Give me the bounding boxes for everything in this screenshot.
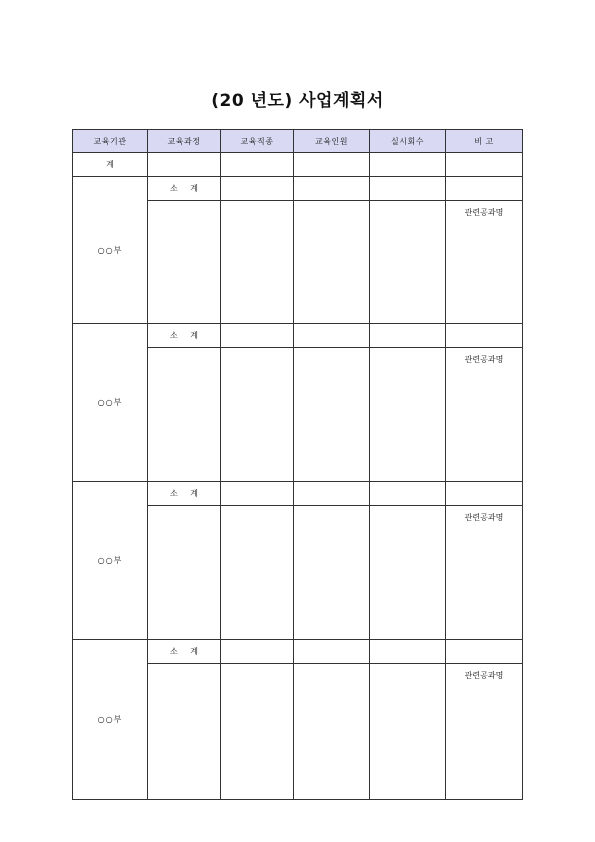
total-cell — [221, 153, 294, 177]
table-header-row — [73, 130, 523, 153]
detail-cell — [221, 201, 294, 324]
subtotal-cell — [370, 640, 446, 664]
detail-cell — [221, 348, 294, 482]
detail-cell — [294, 348, 370, 482]
subtotal-cell — [446, 482, 523, 506]
related-course-note: 관련공과명 — [446, 664, 523, 800]
ministry-cell: ○○부 — [73, 324, 148, 482]
business-plan-table — [72, 129, 523, 800]
detail-cell — [148, 664, 221, 800]
related-course-note: 관련공과명 — [446, 201, 523, 324]
detail-cell — [294, 506, 370, 640]
detail-cell — [221, 664, 294, 800]
subtotal-row — [73, 482, 523, 506]
subtotal-cell — [294, 177, 370, 201]
total-cell — [446, 153, 523, 177]
subtotal-cell — [294, 640, 370, 664]
header-institution: 교육기관 — [73, 130, 148, 153]
related-course-note: 관련공과명 — [446, 348, 523, 482]
total-cell — [370, 153, 446, 177]
subtotal-cell — [370, 177, 446, 201]
total-cell — [148, 153, 221, 177]
subtotal-cell — [370, 482, 446, 506]
subtotal-cell — [221, 324, 294, 348]
subtotal-row — [73, 640, 523, 664]
total-row — [73, 153, 523, 177]
detail-cell — [148, 506, 221, 640]
detail-cell — [148, 348, 221, 482]
subtotal-label: 소 계 — [148, 324, 221, 348]
subtotal-cell — [221, 640, 294, 664]
detail-cell — [294, 664, 370, 800]
detail-cell — [221, 506, 294, 640]
ministry-cell: ○○부 — [73, 482, 148, 640]
detail-cell — [370, 506, 446, 640]
subtotal-cell — [370, 324, 446, 348]
detail-cell — [370, 664, 446, 800]
subtotal-label: 소 계 — [148, 640, 221, 664]
subtotal-row — [73, 177, 523, 201]
detail-cell — [294, 201, 370, 324]
subtotal-row — [73, 324, 523, 348]
subtotal-cell — [294, 482, 370, 506]
subtotal-cell — [446, 177, 523, 201]
subtotal-label: 소 계 — [148, 482, 221, 506]
header-sessions: 실시회수 — [370, 130, 446, 153]
header-remarks: 비 고 — [446, 130, 523, 153]
detail-cell — [148, 201, 221, 324]
subtotal-cell — [446, 640, 523, 664]
total-cell — [294, 153, 370, 177]
ministry-cell: ○○부 — [73, 640, 148, 800]
total-label: 계 — [73, 153, 148, 177]
detail-cell — [370, 348, 446, 482]
subtotal-cell — [221, 177, 294, 201]
detail-cell — [370, 201, 446, 324]
header-course: 교육과정 — [148, 130, 221, 153]
header-trainees: 교육인원 — [294, 130, 370, 153]
related-course-note: 관련공과명 — [446, 506, 523, 640]
subtotal-cell — [221, 482, 294, 506]
ministry-cell: ○○부 — [73, 177, 148, 324]
document-title: (20 년도) 사업계획서 — [211, 91, 384, 111]
header-occupation: 교육직종 — [221, 130, 294, 153]
subtotal-cell — [294, 324, 370, 348]
subtotal-label: 소 계 — [148, 177, 221, 201]
subtotal-cell — [446, 324, 523, 348]
